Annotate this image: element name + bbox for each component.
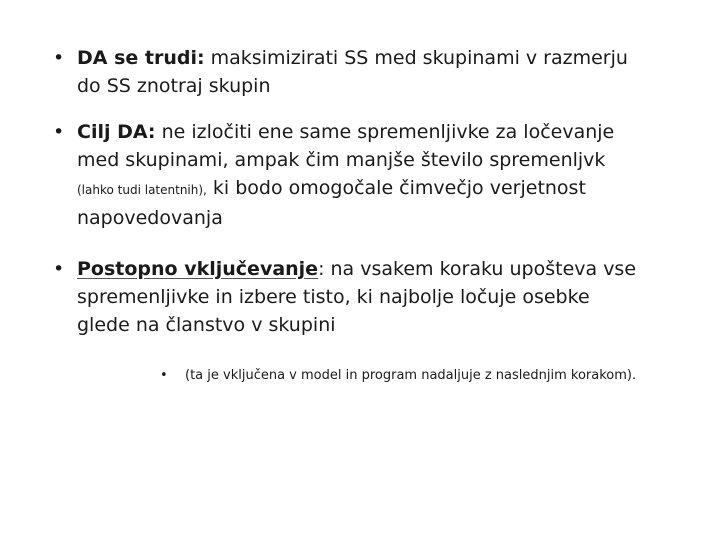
sub-bullet-dot: • [160,368,168,383]
bullet-heading: Postopno vključevanje [77,258,319,280]
bullet-line: spremenljivke in izbere tisto, ki najbolje ločuje osebke [77,286,590,308]
bullet-line: do SS znotraj skupin [77,75,271,97]
bullet-line: maksimizirati SS med skupinami v razmerju [204,47,628,69]
bullet-da-se-trudi [32,44,672,100]
bullet-line: : na vsakem koraku upošteva vse [318,258,637,280]
bullet-line: ne izločiti ene same spremenljivke za ločevanje [155,121,615,143]
bullet-dot: • [53,47,65,69]
bullet-heading: Cilj DA: [77,121,156,143]
bullet-small-note: (lahko tudi latentnih), [77,183,207,197]
bullet-text [77,118,672,232]
bullet-text [77,44,672,100]
bullet-heading: DA se trudi: [77,47,205,69]
bullet-dot: • [53,121,65,143]
bullet-line: napovedovanja [77,207,223,229]
sub-bullet-text: (ta je vključena v model in program nadaljuje z naslednjim korakom). [185,368,637,383]
bullet-line: glede na članstvo v skupini [77,314,336,336]
bullet-cilj-da [32,118,672,232]
bullet-line: med skupinami, ampak čim manjše število spremenljvk [77,149,606,171]
bullet-dot: • [53,258,65,280]
bullet-line: ki bodo omogočale čimvečjo verjetnost [206,177,586,199]
sub-bullet [160,366,636,386]
bullet-postopno-vkljucevanje [32,255,672,339]
bullet-text [77,255,672,339]
